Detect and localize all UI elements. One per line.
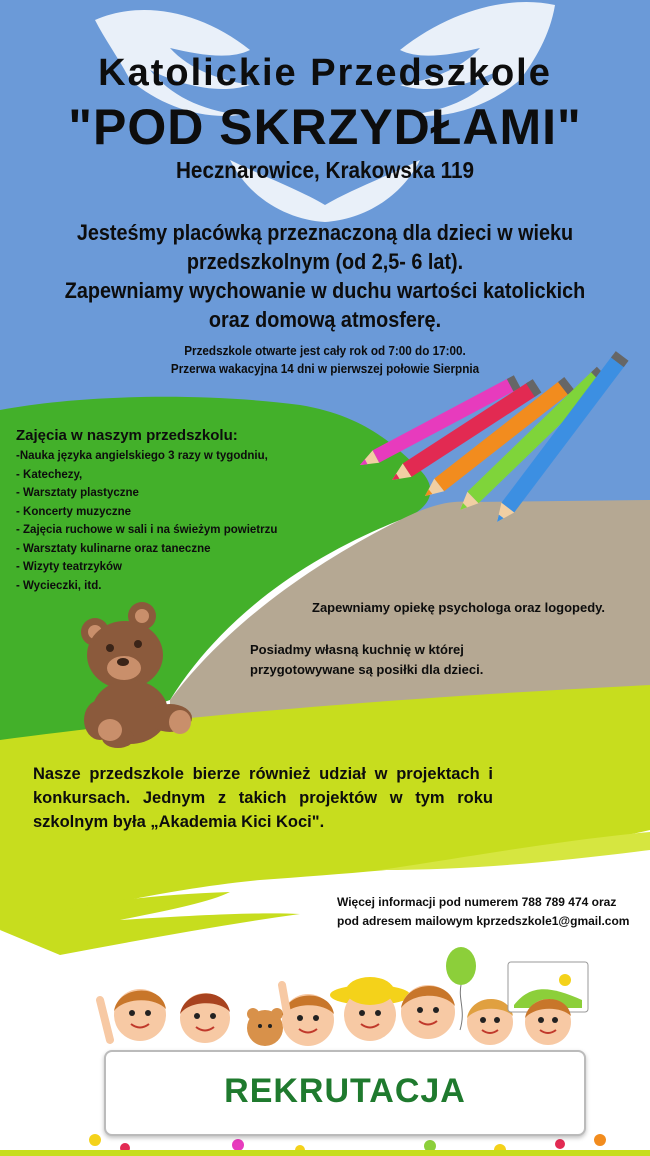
contact-phone: Więcej informacji pod numerem 788 789 474 oraz	[337, 895, 617, 909]
school-name: Katolickie Przedszkole	[98, 52, 552, 94]
intro-line: Zapewniamy wychowanie w duchu wartości katolickich	[64, 278, 586, 303]
projects-text: Nasze przedszkole bierze również udział w projektach i konkursach. Jednym z takich projektów w tym roku szkolnym była „Akademia Kici Koci".	[33, 765, 493, 831]
list-item: - Warsztaty plastyczne	[16, 487, 139, 499]
kitchen-note	[250, 640, 520, 680]
school-address: Hecznarowice, Krakowska 119	[175, 157, 475, 183]
list-item: -Nauka języka angielskiego 3 razy w tygodniu,	[16, 450, 268, 462]
list-item: - Wizyty teatrzyków	[16, 561, 122, 573]
list-item: - Zajęcia ruchowe w sali i na świeżym powietrzu	[16, 524, 278, 536]
list-item: - Koncerty muzyczne	[16, 505, 132, 518]
intro-text	[51, 218, 600, 334]
list-item: - Warsztaty kulinarne oraz taneczne	[16, 542, 211, 555]
activities-title: Zajęcia w naszym przedszkolu:	[16, 427, 238, 444]
kitchen-line: przygotowywane są posiłki dla dzieci.	[250, 662, 484, 677]
psychologist-note: Zapewniamy opiekę psychologa oraz logopedy.	[312, 600, 606, 615]
activities-list	[16, 447, 277, 595]
intro-line: Jesteśmy placówką przeznaczoną dla dzieci w wieku	[76, 220, 574, 245]
recruitment-banner[interactable]	[104, 1050, 586, 1136]
contact-email: pod adresem mailowym kprzedszkole1@gmail.com	[337, 914, 630, 928]
intro-line: przedszkolnym (od 2,5- 6 lat).	[186, 249, 464, 274]
hours-break: Przerwa wakacyjna 14 dni w pierwszej połowie Sierpnia	[170, 361, 480, 376]
recruitment-label: REKRUTACJA	[224, 1072, 466, 1110]
list-item: - Wycieczki, itd.	[16, 579, 102, 592]
list-item: - Katechezy,	[16, 468, 83, 481]
school-title: "POD SKRZYDŁAMI"	[68, 99, 582, 155]
kitchen-line: Posiadmy własną kuchnię w której	[250, 642, 464, 657]
opening-hours	[33, 342, 618, 378]
hours-open: Przedszkole otwarte jest cały rok od 7:00 do 17:00.	[184, 343, 466, 358]
contact-info	[337, 893, 637, 931]
intro-line: oraz domową atmosferę.	[208, 307, 442, 332]
